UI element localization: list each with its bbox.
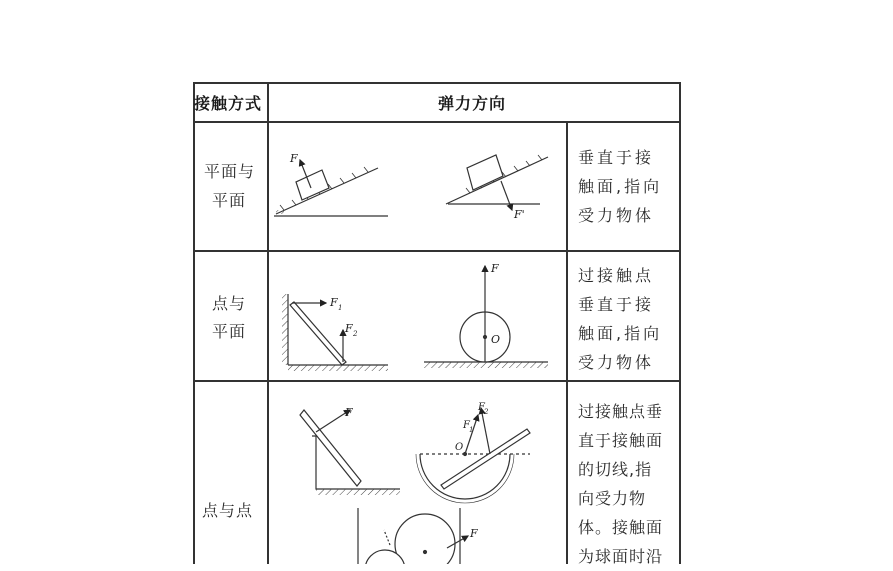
row1-diagram-a [274, 160, 388, 216]
row2-diagram-b [424, 266, 548, 368]
row3-diagram-b [416, 408, 530, 503]
row3-diagram-c [358, 508, 468, 564]
row1-type-line2: 平面 [212, 191, 247, 210]
row3-label-o: O [455, 442, 464, 453]
header-contact-mode: 接触方式 [194, 94, 263, 113]
row3-diagram-a [300, 410, 400, 495]
row2-label-o: O [491, 333, 501, 346]
row3-label-f1: F [463, 420, 470, 431]
row3-desc-line: 体。接触面 [578, 518, 664, 537]
row2-label-f1-sub: 1 [338, 304, 343, 312]
row3-label-f3: F [470, 527, 478, 540]
row1-label-f-prime: F' [514, 208, 525, 221]
row1-desc-line: 触面,指向 [578, 177, 663, 196]
row2-label-f1: F [330, 296, 338, 309]
header-force-direction: 弹力方向 [438, 94, 507, 113]
row1-diagram-b [446, 155, 548, 210]
row2-desc-line: 过接触点 [578, 266, 655, 285]
row2-desc-line: 触面,指向 [578, 324, 663, 343]
row3-label-f: F [345, 406, 353, 419]
row1-desc-line: 受力物体 [578, 206, 655, 225]
row2-desc-line: 垂直于接 [578, 295, 655, 314]
row2-label-f2: F [345, 322, 353, 335]
row3-label-f2-sub: 2 [484, 408, 489, 416]
row2-label-f: F [491, 262, 499, 275]
row3-desc-line: 直于接触面 [578, 431, 664, 450]
row3-label-f1-sub: 1 [469, 426, 474, 434]
row3-type: 点与点 [202, 501, 254, 520]
row1-type-line1: 平面与 [204, 162, 256, 181]
row2-label-f2-sub: 2 [353, 330, 358, 338]
row3-desc-line: 的切线,指 [578, 460, 653, 479]
row1-desc-line: 垂直于接 [578, 148, 655, 167]
row3-desc-line: 向受力物 [578, 489, 647, 508]
row2-type-line1: 点与 [212, 294, 247, 313]
row1-label-f: F [290, 152, 298, 165]
row3-desc-line: 过接触点垂 [578, 402, 664, 421]
row2-desc-line: 受力物体 [578, 353, 655, 372]
row3-label-f2: F [478, 402, 485, 413]
row2-type-line2: 平面 [212, 322, 247, 341]
row3-desc-line: 为球面时沿 [578, 547, 664, 566]
